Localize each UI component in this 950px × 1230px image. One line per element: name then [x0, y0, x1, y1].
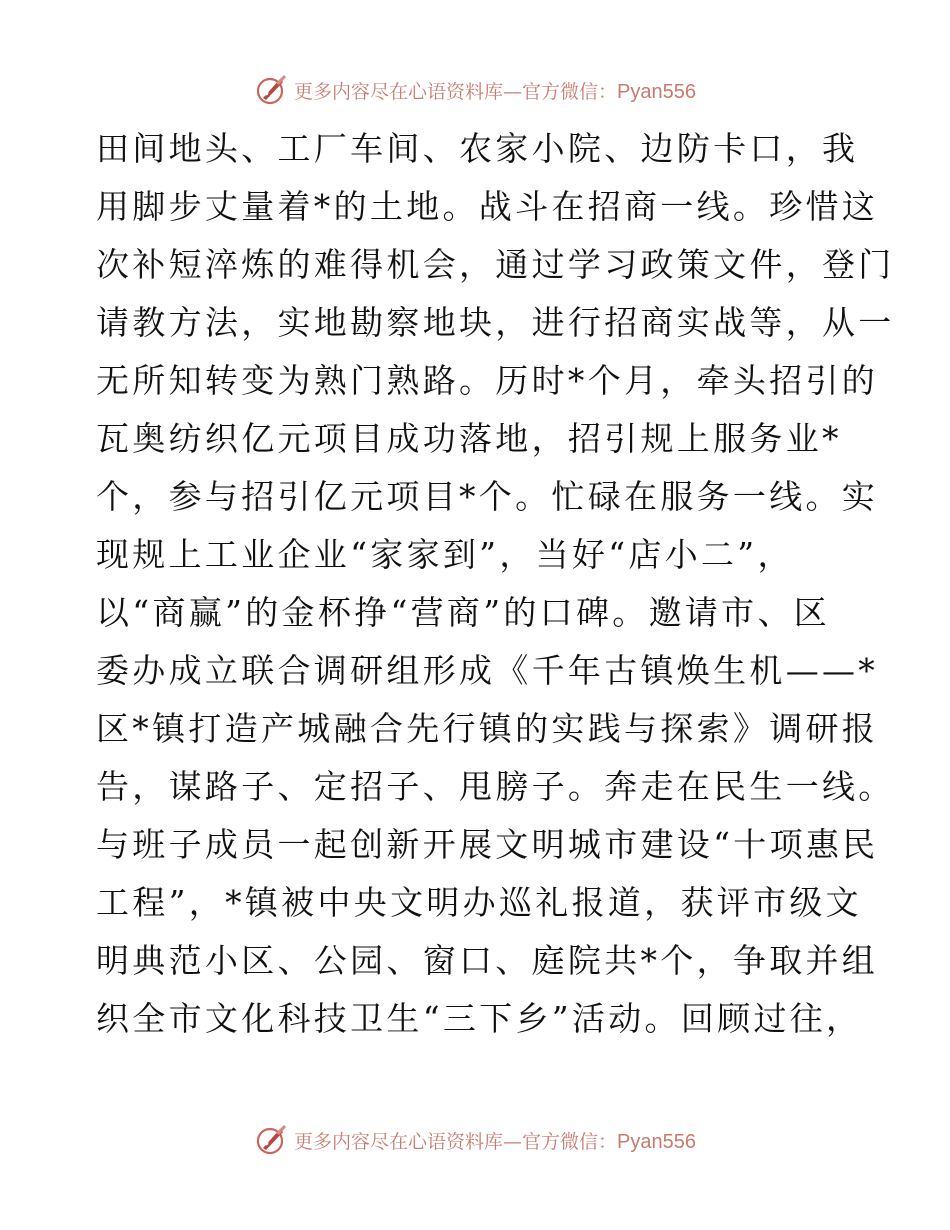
footer-watermark: [0, 1120, 950, 1160]
text-line: 以“商赢”的金杯挣“营商”的口碑。邀请市、区: [96, 593, 831, 632]
text-line: 田间地头、工厂车间、农家小院、边防卡口，我: [96, 129, 859, 168]
text-line: 瓦奥纺织亿元项目成功落地，招引规上服务业*: [96, 419, 842, 458]
quill-pen-logo-icon: [254, 73, 288, 107]
watermark-text: [294, 1127, 696, 1154]
text-line: 次补短淬炼的难得机会，通过学习政策文件，登门: [96, 245, 895, 284]
text-line: 无所知转变为熟门熟路。历时*个月，牵头招引的: [96, 361, 879, 400]
quill-pen-logo-icon: [254, 1123, 288, 1157]
text-line: 与班子成员一起创新开展文明城市建设“十项惠民: [96, 825, 879, 864]
watermark-wechat-label: 官方微信：: [522, 1130, 618, 1153]
watermark-separator: —: [503, 80, 523, 103]
text-line: 织全市文化科技卫生“三下乡”活动。回顾过往，: [96, 999, 863, 1038]
watermark-wechat-label: 官方微信：: [522, 80, 618, 103]
watermark-wechat-id: Pyan556: [617, 1130, 696, 1153]
document-body: [96, 120, 895, 1048]
watermark-brand: 更多内容尽在心语资料库: [294, 1130, 504, 1153]
text-line: 委办成立联合调研组形成《千年古镇焕生机——*: [96, 651, 879, 690]
text-line: 区*镇打造产城融合先行镇的实践与探索》调研报: [96, 709, 879, 748]
watermark-wechat-id: Pyan556: [617, 80, 696, 103]
text-line: 告，谋路子、定招子、甩膀子。奔走在民生一线。: [96, 767, 895, 806]
text-line: 明典范小区、公园、窗口、庭院共*个，争取并组: [96, 941, 879, 980]
header-watermark: [0, 70, 950, 110]
text-line: 个，参与招引亿元项目*个。忙碌在服务一线。实: [96, 477, 879, 516]
watermark-brand: 更多内容尽在心语资料库: [294, 80, 504, 103]
watermark-separator: —: [503, 1130, 523, 1153]
watermark-text: [294, 77, 696, 104]
text-line: 用脚步丈量着*的土地。战斗在招商一线。珍惜这: [96, 187, 879, 226]
text-line: 现规上工业企业“家家到”，当好“店小二”，: [96, 535, 794, 574]
text-line: 请教方法，实地勘察地块，进行招商实战等，从一: [96, 303, 895, 342]
text-line: 工程”，*镇被中央文明办巡礼报道，获评市级文: [96, 883, 862, 922]
